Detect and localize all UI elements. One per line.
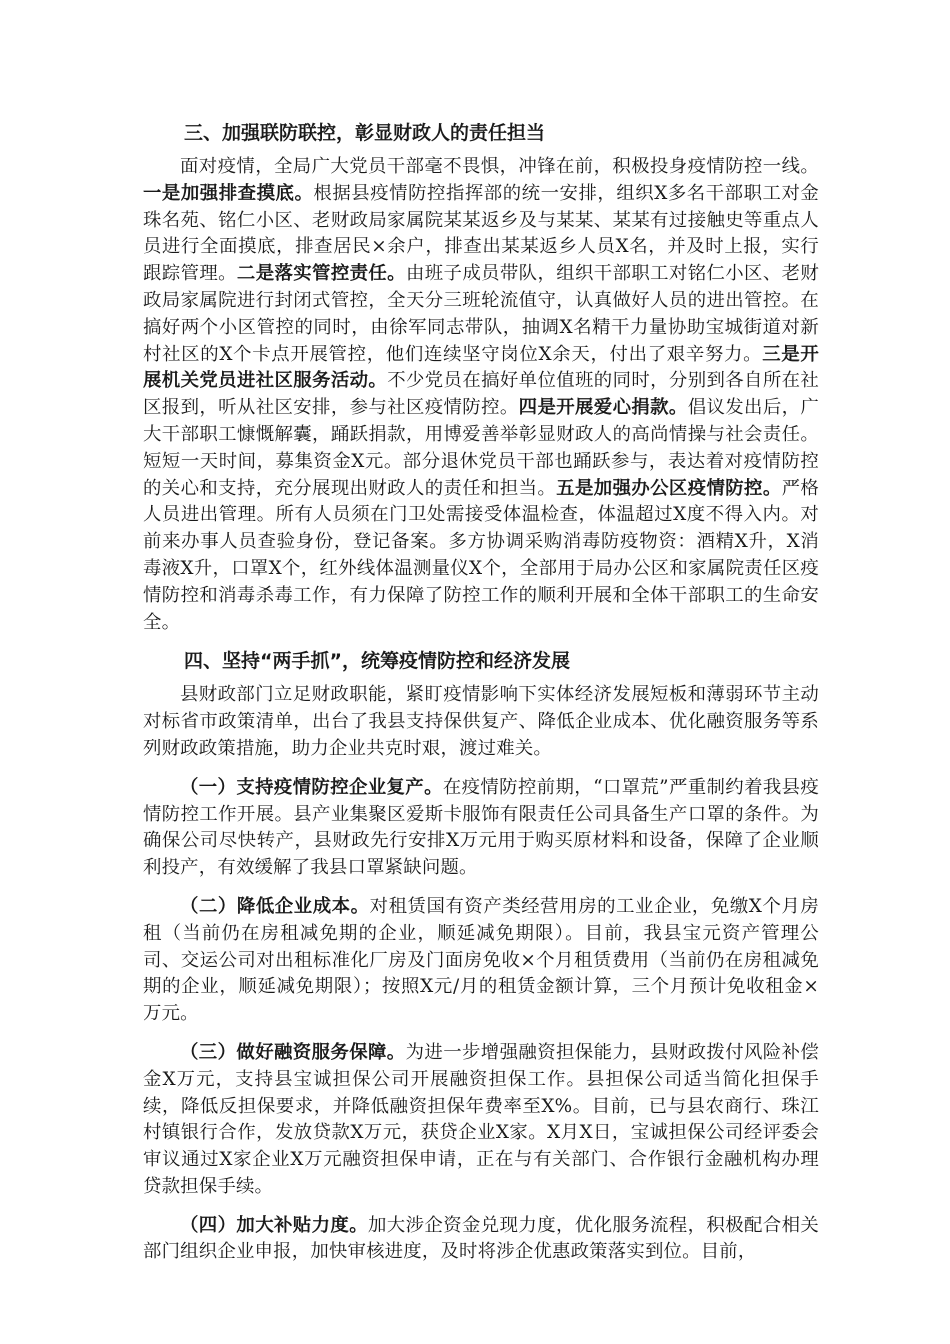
para-text: 倡议发出后，广大干部职工慷慨解囊，踊跃捐款，用博爱善举彰显财政人的高尚情操与社会责任。短短一天时间，募集资金X元。部分退休党员干部也踊跃参与，表达着对疫情防控的关心和支持，充分展现出财政人的责任和担当。 <box>143 397 819 499</box>
section-4-heading: 四、坚持“两手抓”，统筹疫情防控和经济发展 <box>184 650 570 673</box>
item-2-lead: （二）降低企业成本。 <box>180 895 370 917</box>
section-3-paragraph <box>143 154 819 636</box>
point-3-lead: 三是开展机关党员进社区服务活动。 <box>143 343 819 392</box>
item-2-text: 对租赁国有资产类经营用房的工业企业，免缴X个月房租（当前仍在房租减免期的企业，顺延减免期限）。目前，我县宝元资产管理公司、交运公司对出租标准化厂房及门面房免收×个月租赁费用（当前仍在房租减免期的企业，顺延减免期限）；按照X元/月的租赁金额计算，三个月预计免收租金×万元。 <box>143 895 819 1025</box>
para-text: 面对疫情，全局广大党员干部毫不畏惧，冲锋在前，积极投身疫情防控一线。 <box>180 156 819 177</box>
para-text: 根据县疫情防控指挥部的统一安排，组织X多名干部职工对金珠名苑、铭仁小区、老财政局家属院某某返乡及与某某、某某有过接触史等重点人员进行全面摸底，排查居民×余户，排查出某某返乡人员X名，并及时上报，实行跟踪管理。 <box>143 182 819 285</box>
para-text: 由班子成员带队，组织干部职工对铭仁小区、老财政局家属院进行封闭式管控，全天分三班轮流值守，认真做好人员的进出管控。在搞好两个小区管控的同时，由徐军同志带队，抽调X名精干力量协助宝城街道对新村社区的X个卡点开展管控，他们连续坚守岗位X余天，付出了艰辛努力。 <box>143 263 819 365</box>
para-text: 不少党员在搞好单位值班的同时，分别到各自所在社区报到，听从社区安排，参与社区疫情防控。 <box>143 370 819 419</box>
item-2-paragraph <box>143 894 819 1028</box>
section-4-intro: 县财政部门立足财政职能，紧盯疫情影响下实体经济发展短板和薄弱环节主动对标省市政策清单，出台了我县支持保供复产、降低企业成本、优化融资服务等系列财政政策措施，助力企业共克时艰，渡过难关。 <box>143 684 819 759</box>
item-1-lead: （一）支持疫情防控企业复产。 <box>180 776 443 798</box>
document-body <box>143 120 819 1278</box>
item-1-paragraph <box>143 775 819 882</box>
item-4-text: 加大涉企资金兑现力度，优化服务流程，积极配合相关部门组织企业申报，加快审核进度，及时将涉企优惠政策落实到位。目前， <box>143 1214 819 1263</box>
item-3-text: 为进一步增强融资担保能力，县财政拨付风险补偿金X万元，支持县宝诚担保公司开展融资担保工作。县担保公司适当简化担保手续，降低反担保要求，并降低融资担保年费率至X%。目前，已与县农商行、珠江村镇银行合作，发放贷款X万元，获贷企业X家。X月X日，宝诚担保公司经评委会审议通过X家企业X万元融资担保申请，正在与有关部门、合作银行金融机构办理贷款担保手续。 <box>143 1041 819 1197</box>
point-5-lead: 五是加强办公区疫情防控。 <box>556 477 782 499</box>
item-4-paragraph <box>143 1213 819 1267</box>
item-3-paragraph <box>143 1040 819 1201</box>
point-2-lead: 二是落实管控责任。 <box>236 263 406 285</box>
item-3-lead: （三）做好融资服务保障。 <box>180 1041 406 1063</box>
item-1-text: 在疫情防控前期，“口罩荒”严重制约着我县疫情防控工作开展。县产业集聚区爱斯卡服饰有限责任公司具备生产口罩的条件。为确保公司尽快转产，县财政先行安排X万元用于购买原材料和设备，保障了企业顺利投产，有效缓解了我县口罩紧缺问题。 <box>143 776 819 879</box>
section-3-heading: 三、加强联防联控，彰显财政人的责任担当 <box>184 122 546 144</box>
point-1-lead: 一是加强排查摸底。 <box>143 182 314 204</box>
point-4-lead: 四是开展爱心捐款。 <box>518 397 688 419</box>
item-4-lead: （四）加大补贴力度。 <box>180 1214 368 1236</box>
para-text: 严格人员进出管理。所有人员须在门卫处需接受体温检查，体温超过X度不得入内。对前来办事人员查验身份，登记备案。多方协调采购消毒防疫物资：酒精X升，X消毒液X升，口罩X个，红外线体温测量仪X个，全部用于局办公区和家属院责任区疫情防控和消毒杀毒工作，有力保障了防控工作的顺利开展和全体干部职工的生命安全。 <box>143 477 819 633</box>
